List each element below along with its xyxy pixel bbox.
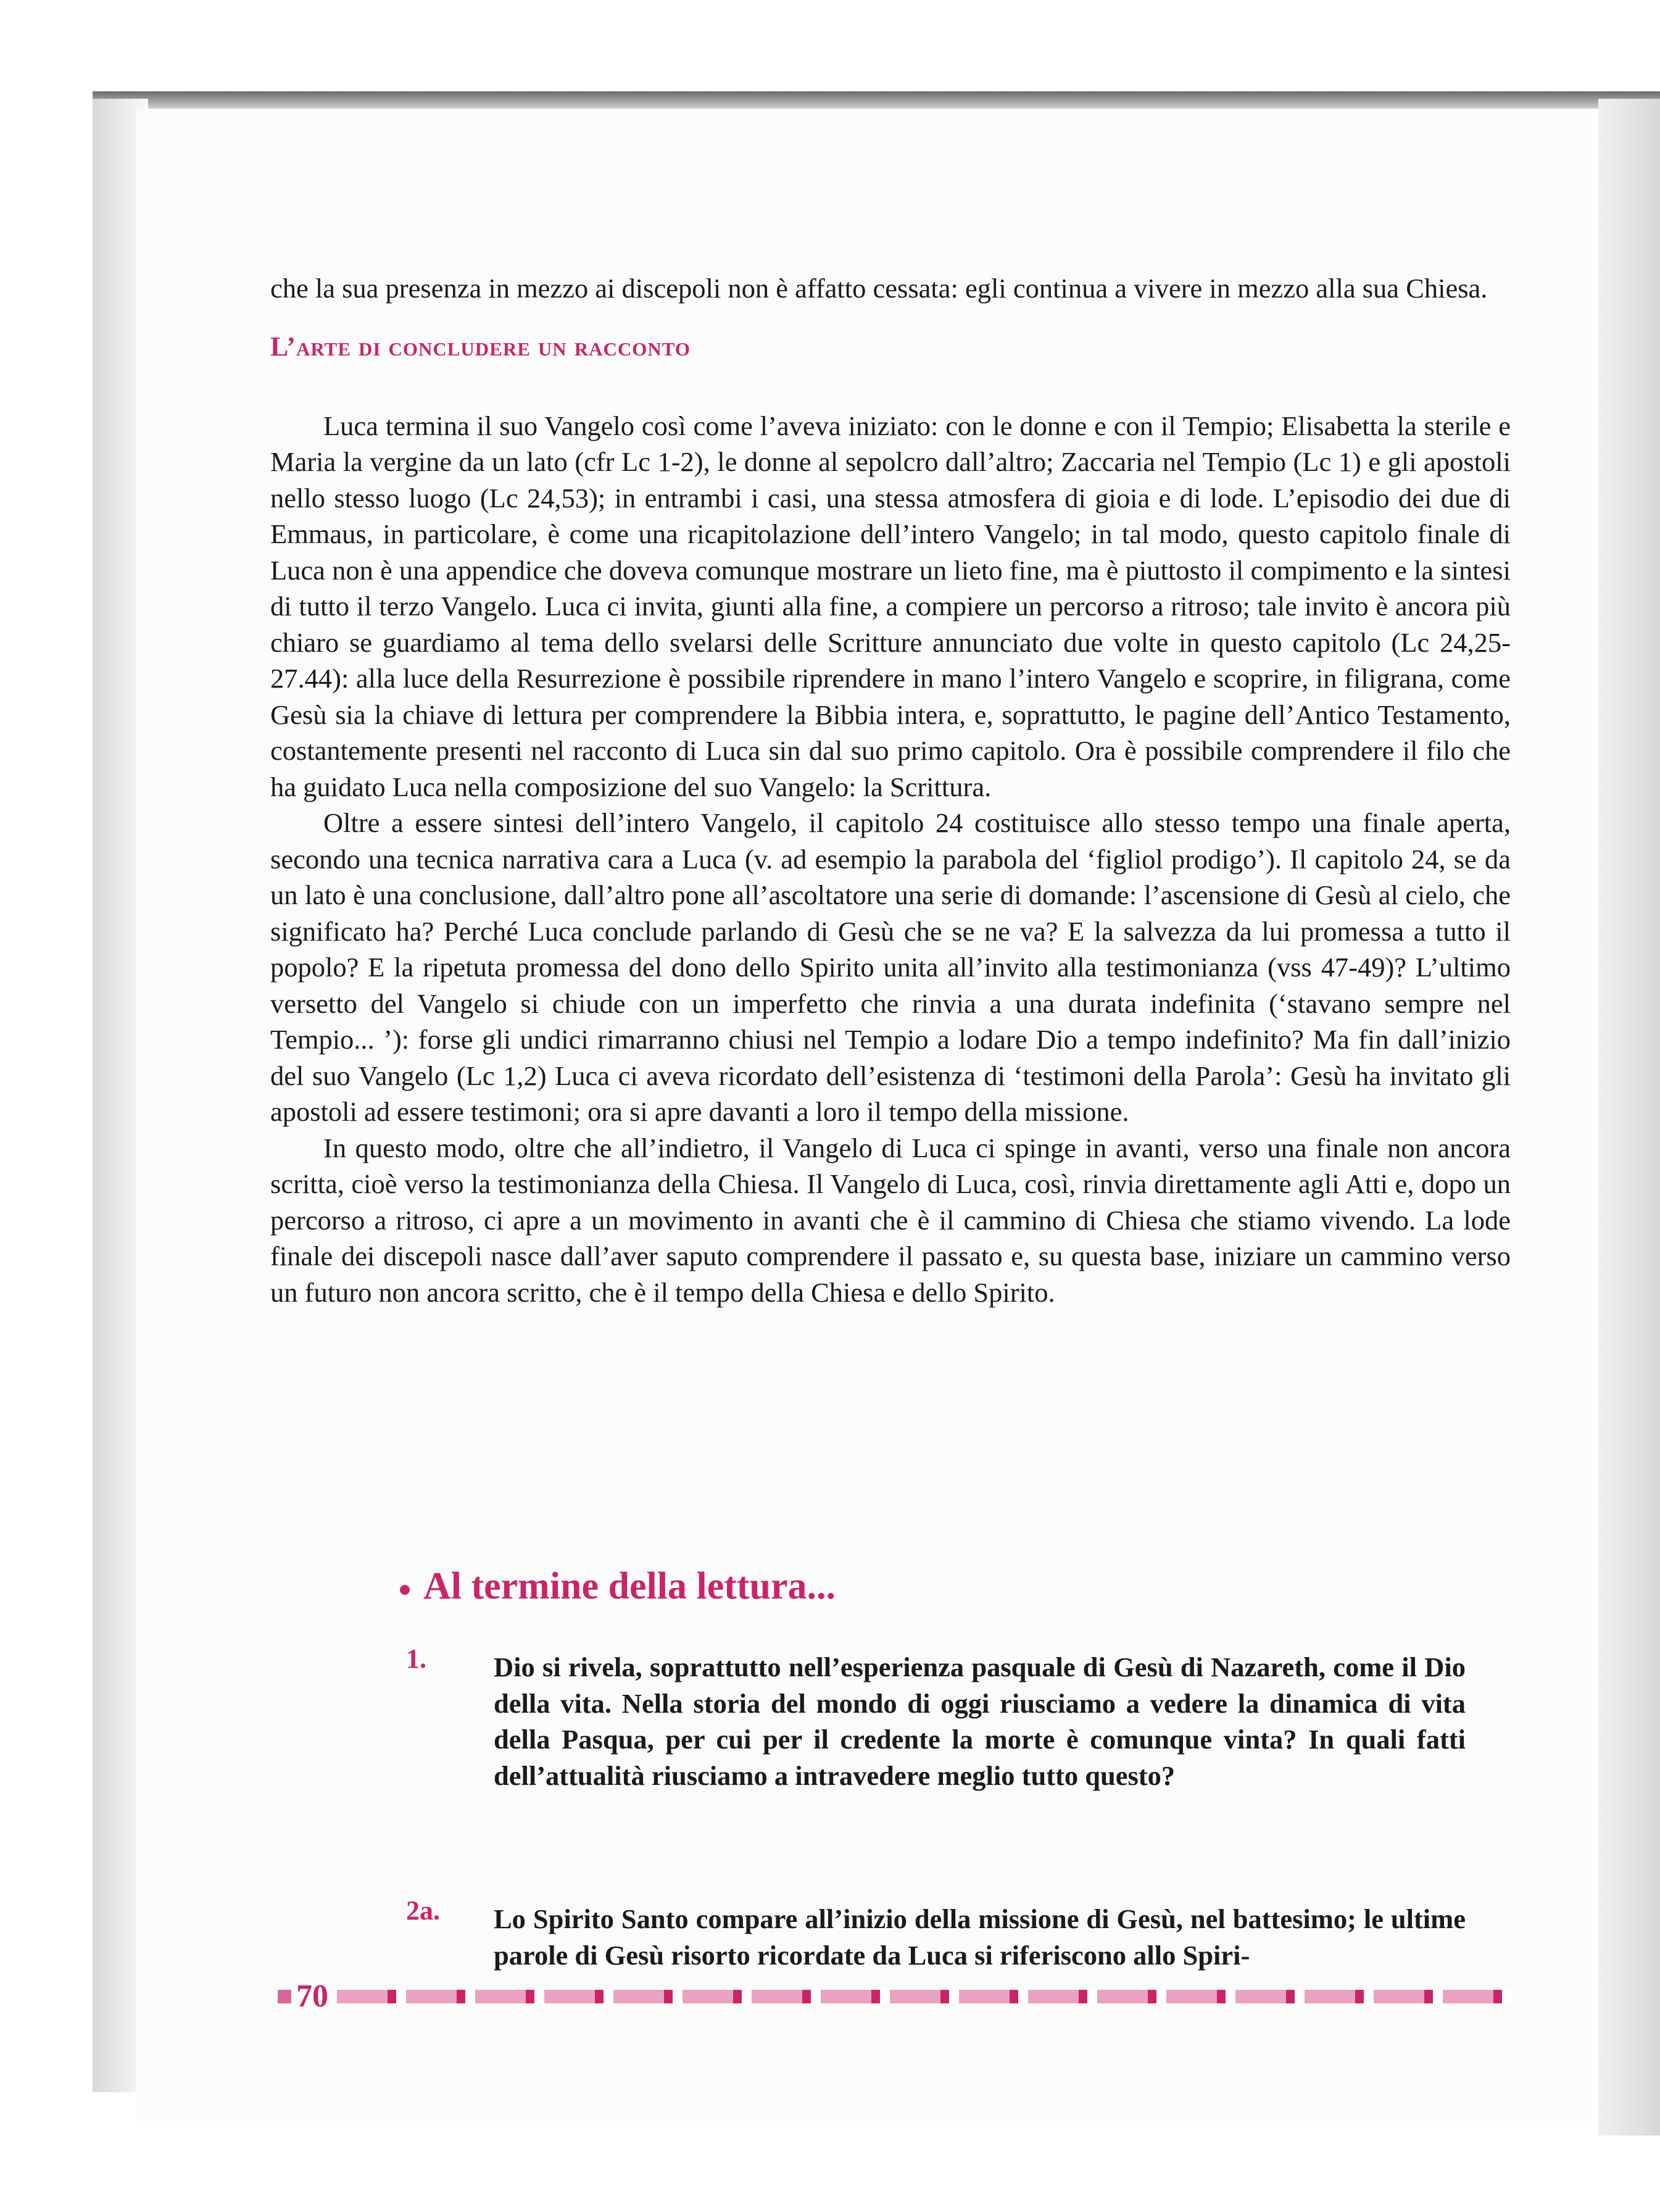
question-text: Lo Spirito Santo compare all’inizio della missione di Gesù, nel battesimo; le ultime parole di Gesù risorto ricordate da Luca si riferiscono allo Spiri- bbox=[494, 1903, 1466, 1971]
body-paragraph: In questo modo, oltre che all’indietro, il Vangelo di Luca ci spinge in avanti, verso una finale non ancora scritta, cioè verso la testimonianza della Chiesa. Il Vangelo di Luca, così, rinvia direttamente agli Atti e, dopo un percorso a ritroso, ci apre a un movimento in avanti che è il cammino di Chiesa che stiamo vivendo. La lode finale dei discepoli nasce dall’aver saputo comprendere il passato e, su questa base, iniziare un cammino verso un futuro non ancora scritto, che è il tempo della Chiesa e dello Spirito. bbox=[270, 1132, 1511, 1308]
footer-square bbox=[278, 1990, 291, 2003]
reading-box-title bbox=[400, 1561, 836, 1611]
body-paragraph: Luca termina il suo Vangelo così come l’aveva iniziato: con le donne e con il Tempio; Elisabetta la sterile e Maria la vergine da un lato (cfr Lc 1-2), le donne al sepolcro dall’altro; Zaccaria nel Tempio (Lc 1) e gli apostoli nello stesso luogo (Lc 24,53); in entrambi i casi, una stessa atmosfera di gioia e di lode. L’episodio dei due di Emmaus, in particolare, è come una ricapitolazione dell’intero Vangelo; in tal modo, questo capitolo finale di Luca non è una appendice che doveva comunque mostrare un lieto fine, ma è piuttosto il compimento e la sintesi di tutto il terzo Vangelo. Luca ci invita, giunti alla fine, a compiere un percorso a ritroso; tale invito è ancora più chiaro se guardiamo al tema dello svelarsi delle Scritture annunciato due volte in questo capitolo (Lc 24,25-27.44): alla luce della Resurrezione è possibile riprendere in mano l’intero Vangelo e scoprire, in filigrana, come Gesù sia la chiave di lettura per comprendere la Bibbia intera, e, soprattutto, le pagine dell’Antico Testamento, costantemente presenti nel racconto di Luca sin dal suo primo capitolo. Ora è possibile comprendere il filo che ha guidato Luca nella composizione del suo Vangelo: la Scrittura. bbox=[270, 410, 1511, 802]
bullet-icon bbox=[400, 1585, 410, 1595]
reading-box-title-text: Al termine della lettura... bbox=[423, 1565, 836, 1607]
intro-paragraph: che la sua presenza in mezzo ai discepoli non è affatto cessata: egli continua a vivere in mezzo alla sua Chiesa. bbox=[270, 273, 1488, 304]
question-number: 2a. bbox=[406, 1895, 440, 1926]
book-right-edge bbox=[1598, 99, 1660, 2135]
main-text bbox=[270, 270, 1511, 1310]
page-number: 70 bbox=[296, 1979, 328, 2014]
footer-stripe bbox=[337, 1990, 1512, 2003]
book-top-edge bbox=[93, 91, 1660, 109]
body-paragraph: Oltre a essere sintesi dell’intero Vangelo, il capitolo 24 costituisce allo stesso tempo una finale aperta, secondo una tecnica narrativa cara a Luca (v. ad esempio la parabola del ‘figliol prodigo’). Il capitolo 24, se da un lato è una conclusione, dall’altro pone all’ascoltatore una serie di domande: l’ascensione di Gesù al cielo, che significato ha? Perché Luca conclude parlando di Gesù che se ne va? E la salvezza da lui promessa a tutto il popolo? E la ripetuta promessa del dono dello Spirito unita all’invito alla testimonianza (vss 47-49)? L’ultimo versetto del Vangelo si chiude con un imperfetto che rinvia a una durata indefinita (‘stavano sempre nel Tempio... ’): forse gli undici rimarranno chiusi nel Tempio a lodare Dio a tempo indefinito? Ma fin dall’inizio del suo Vangelo (Lc 1,2) Luca ci aveva ricordato dell’esistenza di ‘testimoni della Parola’: Gesù ha invitato gli apostoli ad essere testimoni; ora si apre davanti a loro il tempo della missione. bbox=[270, 807, 1511, 1127]
section-title: L’arte di concludere un racconto bbox=[270, 331, 691, 362]
page-footer bbox=[278, 1979, 1512, 2014]
question-number: 1. bbox=[406, 1644, 426, 1674]
question-text: Dio si rivela, soprattutto nell’esperienza pasquale di Gesù di Nazareth, come il Dio della vita. Nella storia del mondo di oggi riusciamo a vedere la dinamica di vita della Pasqua, per cui per il credente la morte è comunque vinta? In quali fatti dell’attualità riusciamo a intravedere meglio tutto questo? bbox=[494, 1652, 1466, 1791]
